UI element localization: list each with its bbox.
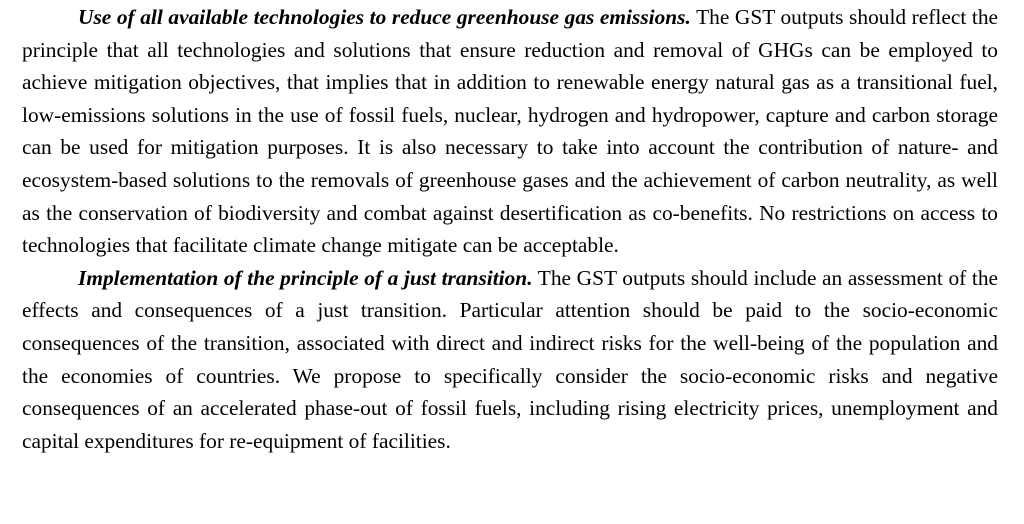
paragraph-heading: Use of all available technologies to reduce greenhouse gas emissions. — [78, 5, 691, 29]
paragraph-just-transition — [22, 262, 998, 458]
document-page — [22, 1, 998, 457]
paragraph-technologies — [22, 1, 998, 262]
paragraph-body: The GST outputs should include an assessment of the effects and consequences of a just transition. Particular attention should be paid to the socio-economic consequences of the transition, associated with direct and indirect risks for the well-being of the population and the economies of countries. We propose to specifically consider the socio-economic risks and negative consequences of an accelerated phase-out of fossil fuels, including rising electricity prices, unemployment and capital expenditures for re-equipment of facilities. — [22, 265, 999, 453]
paragraph-body: The GST outputs should reflect the principle that all technologies and solutions that ensure reduction and removal of GHGs can be employed to achieve mitigation objectives, that implies that in addition to renewable energy natural gas as a transitional fuel, low-emissions solutions in the use of fossil fuels, nuclear, hydrogen and hydropower, capture and carbon storage can be used for mitigation purposes. It is also necessary to take into account the contribution of nature- and ecosystem-based solutions to the removals of greenhouse gases and the achievement of carbon neutrality, as well as the conservation of biodiversity and combat against desertification as co-benefits. No restrictions on access to technologies that facilitate climate change mitigate can be acceptable. — [22, 5, 999, 258]
paragraph-heading: Implementation of the principle of a just transition. — [78, 265, 533, 290]
